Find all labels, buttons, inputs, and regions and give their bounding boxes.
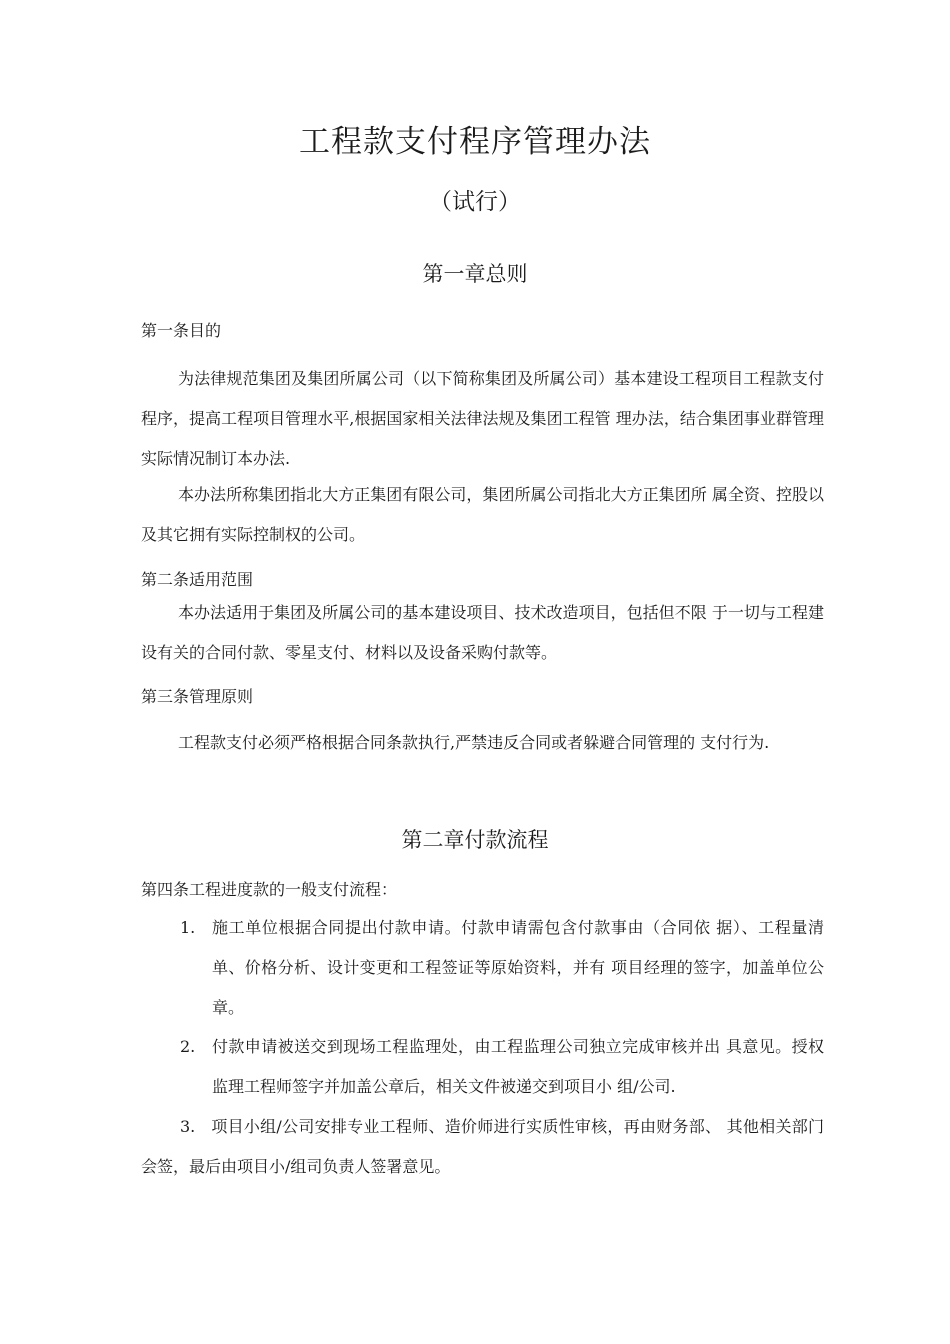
article-heading: 第二条适用范围 [141,570,254,589]
list-item-continued [141,1107,824,1187]
document-title: 工程款支付程序管理办法 [299,124,651,160]
article-heading: 第三条管理原则 [141,687,254,706]
list-item-text: 付款申请被送交到现场工程监理处，由工程监理公司独立完成审核并出 具意见。授权监理工程师签字并加盖公章后，相关文件被递交到项目小 组/公司. [212,1037,824,1096]
chapter-heading: 第一章总则 [422,262,528,286]
list-item [180,1027,824,1107]
article-heading: 第四条工程进度款的一般支付流程： [141,880,398,899]
list-item-number: 2. [180,1037,196,1056]
paragraph: 为法律规范集团及集团所属公司（以下简称集团及所属公司）基本建设工程项目工程款支付程序，提高工程项目管理水平,根据国家相关法律法规及集团工程管 理办法，结合集团事业群管理实际情况制订本办法. [141,369,824,468]
list-item-text: 施工单位根据合同提出付款申请。付款申请需包含付款事由（合同依 据）、工程量清单、价格分析、设计变更和工程签证等原始资料，并有 项目经理的签字，加盖单位公章。 [212,918,824,1017]
document-subtitle: （试行） [429,189,521,215]
list-item-number: 1. [180,918,196,937]
chapter-heading: 第二章付款流程 [401,828,549,852]
paragraph: 本办法适用于集团及所属公司的基本建设项目、技术改造项目，包括但不限 于一切与工程建设有关的合同付款、零星支付、材料以及设备采购付款等。 [141,603,824,662]
paragraph: 本办法所称集团指北大方正集团有限公司，集团所属公司指北大方正集团所 属全资、控股以及其它拥有实际控制权的公司。 [141,485,824,544]
list-item [180,908,824,1028]
list-item-number: 3. [180,1117,196,1136]
article-heading: 第一条目的 [141,321,222,340]
paragraph: 工程款支付必须严格根据合同条款执行,严禁违反合同或者躲避合同管理的 支付行为. [178,733,770,752]
list-item-text: 项目小组/公司安排专业工程师、造价师进行实质性审核，再由财务部、 其他相关部门会签，最后由项目小/组司负责人签署意见。 [141,1117,824,1176]
